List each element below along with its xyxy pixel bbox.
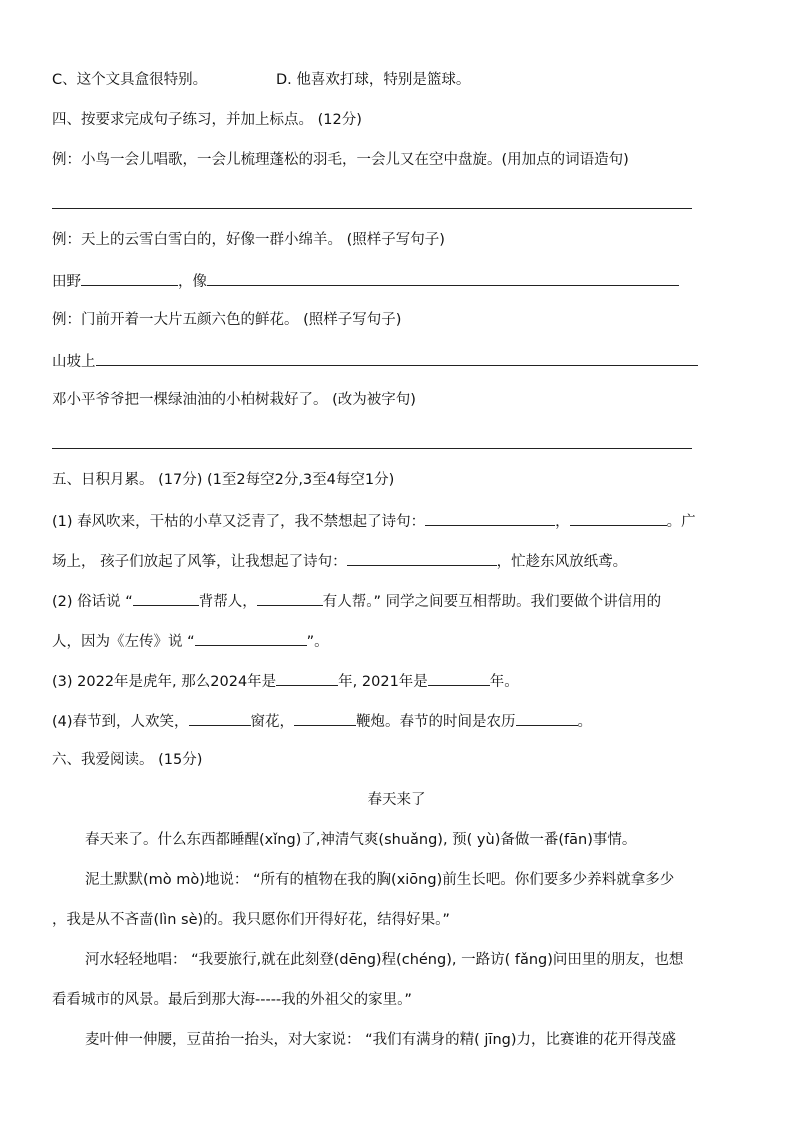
example-1: 例：小鸟一会儿唱歌，一会儿梳理蓬松的羽毛，一会儿又在空中盘旋。(用加点的词语造句)	[52, 152, 629, 168]
passage-paragraph-3-cont: 看看城市的风景。最后到那大海-----我的外祖父的家里。”	[52, 992, 412, 1008]
question-4	[52, 710, 592, 732]
question-2-line-1	[52, 590, 661, 612]
question-1-line-1	[52, 510, 696, 532]
blank[interactable]	[276, 670, 338, 686]
blank[interactable]	[207, 270, 679, 286]
text: 年。	[489, 674, 519, 690]
blank[interactable]	[425, 510, 555, 526]
text: (4)春节到，人欢笑，	[52, 714, 189, 730]
passage-paragraph-4: 麦叶伸一伸腰，豆苗抬一抬头，对大家说： “我们有满身的精( jīng)力，比赛谁的花开得茂盛	[85, 1032, 676, 1048]
passage-paragraph-3: 河水轻轻地唱： “我要旅行,就在此刻登(dēng)程(chéng), 一路访( fǎng)问田里的朋友，也想	[85, 952, 684, 968]
section-6-heading: 六、我爱阅读。 (15分)	[52, 752, 203, 768]
blank[interactable]	[133, 590, 199, 606]
text: (3) 2022年是虎年, 那么2024年是	[52, 674, 277, 690]
section-5-heading: 五、日积月累。 (17分) (1至2每空2分,3至4每空1分)	[52, 472, 395, 488]
text: 人，因为《左传》说 “	[52, 634, 195, 650]
text: 窗花，	[250, 714, 295, 730]
answer-row-2	[52, 270, 679, 292]
blank[interactable]	[516, 710, 578, 726]
blank[interactable]	[570, 510, 667, 526]
text: ，忙趁东风放纸鸢。	[496, 554, 628, 570]
passage-paragraph-2: 泥土默默(mò mò)地说： “所有的植物在我的胸(xiōng)前生长吧。你们要多少养料就拿多少	[85, 872, 675, 888]
passage-paragraph-1: 春天来了。什么东西都睡醒(xǐng)了,神清气爽(shuǎng), 预( yù)备做一番(fān)事情。	[85, 832, 637, 848]
blank[interactable]	[189, 710, 251, 726]
answer-line-4[interactable]	[52, 448, 692, 449]
example-4: 邓小平爷爷把一棵绿油油的小柏树栽好了。 (改为被字句)	[52, 392, 416, 408]
text: 场上， 孩子们放起了风筝，让我想起了诗句：	[52, 554, 347, 570]
text: ”。	[306, 634, 329, 650]
passage-paragraph-2-cont: ，我是从不吝啬(lìn sè)的。我只愿你们开得好花，结得好果。”	[52, 912, 450, 928]
answer-mid: ，像	[178, 274, 207, 290]
example-2: 例：天上的云雪白雪白的，好像一群小绵羊。 (照样子写句子)	[52, 232, 445, 248]
blank[interactable]	[96, 350, 698, 366]
option-c: C、这个文具盒很特别。	[52, 72, 208, 88]
text: 。广	[666, 514, 696, 530]
example-3: 例：门前开着一大片五颜六色的鲜花。 (照样子写句子)	[52, 312, 402, 328]
blank[interactable]	[81, 270, 178, 286]
question-3	[52, 670, 519, 692]
question-1-line-2	[52, 550, 627, 572]
text: 鞭炮。春节的时间是农历	[356, 714, 516, 730]
blank[interactable]	[428, 670, 490, 686]
answer-prefix: 山坡上	[52, 354, 96, 370]
answer-row-3	[52, 350, 698, 372]
text: 年, 2021年是	[338, 674, 428, 690]
option-d: D. 他喜欢打球，特别是篮球。	[276, 72, 471, 88]
passage-title: 春天来了	[367, 792, 426, 808]
text: (1) 春风吹来，干枯的小草又泛青了，我不禁想起了诗句：	[52, 514, 426, 530]
question-2-line-2	[52, 630, 329, 652]
section-4-heading: 四、按要求完成句子练习，并加上标点。 (12分)	[52, 112, 362, 128]
answer-line-1[interactable]	[52, 208, 692, 209]
blank[interactable]	[347, 550, 497, 566]
blank[interactable]	[257, 590, 323, 606]
text: 有人帮。” 同学之间要互相帮助。我们要做个讲信用的	[322, 594, 662, 610]
text: (2) 俗话说 “	[52, 594, 133, 610]
text: ，	[555, 514, 570, 530]
blank[interactable]	[195, 630, 307, 646]
answer-prefix: 田野	[52, 274, 81, 290]
text: 。	[577, 714, 593, 730]
blank[interactable]	[294, 710, 356, 726]
text: 背帮人，	[198, 594, 257, 610]
